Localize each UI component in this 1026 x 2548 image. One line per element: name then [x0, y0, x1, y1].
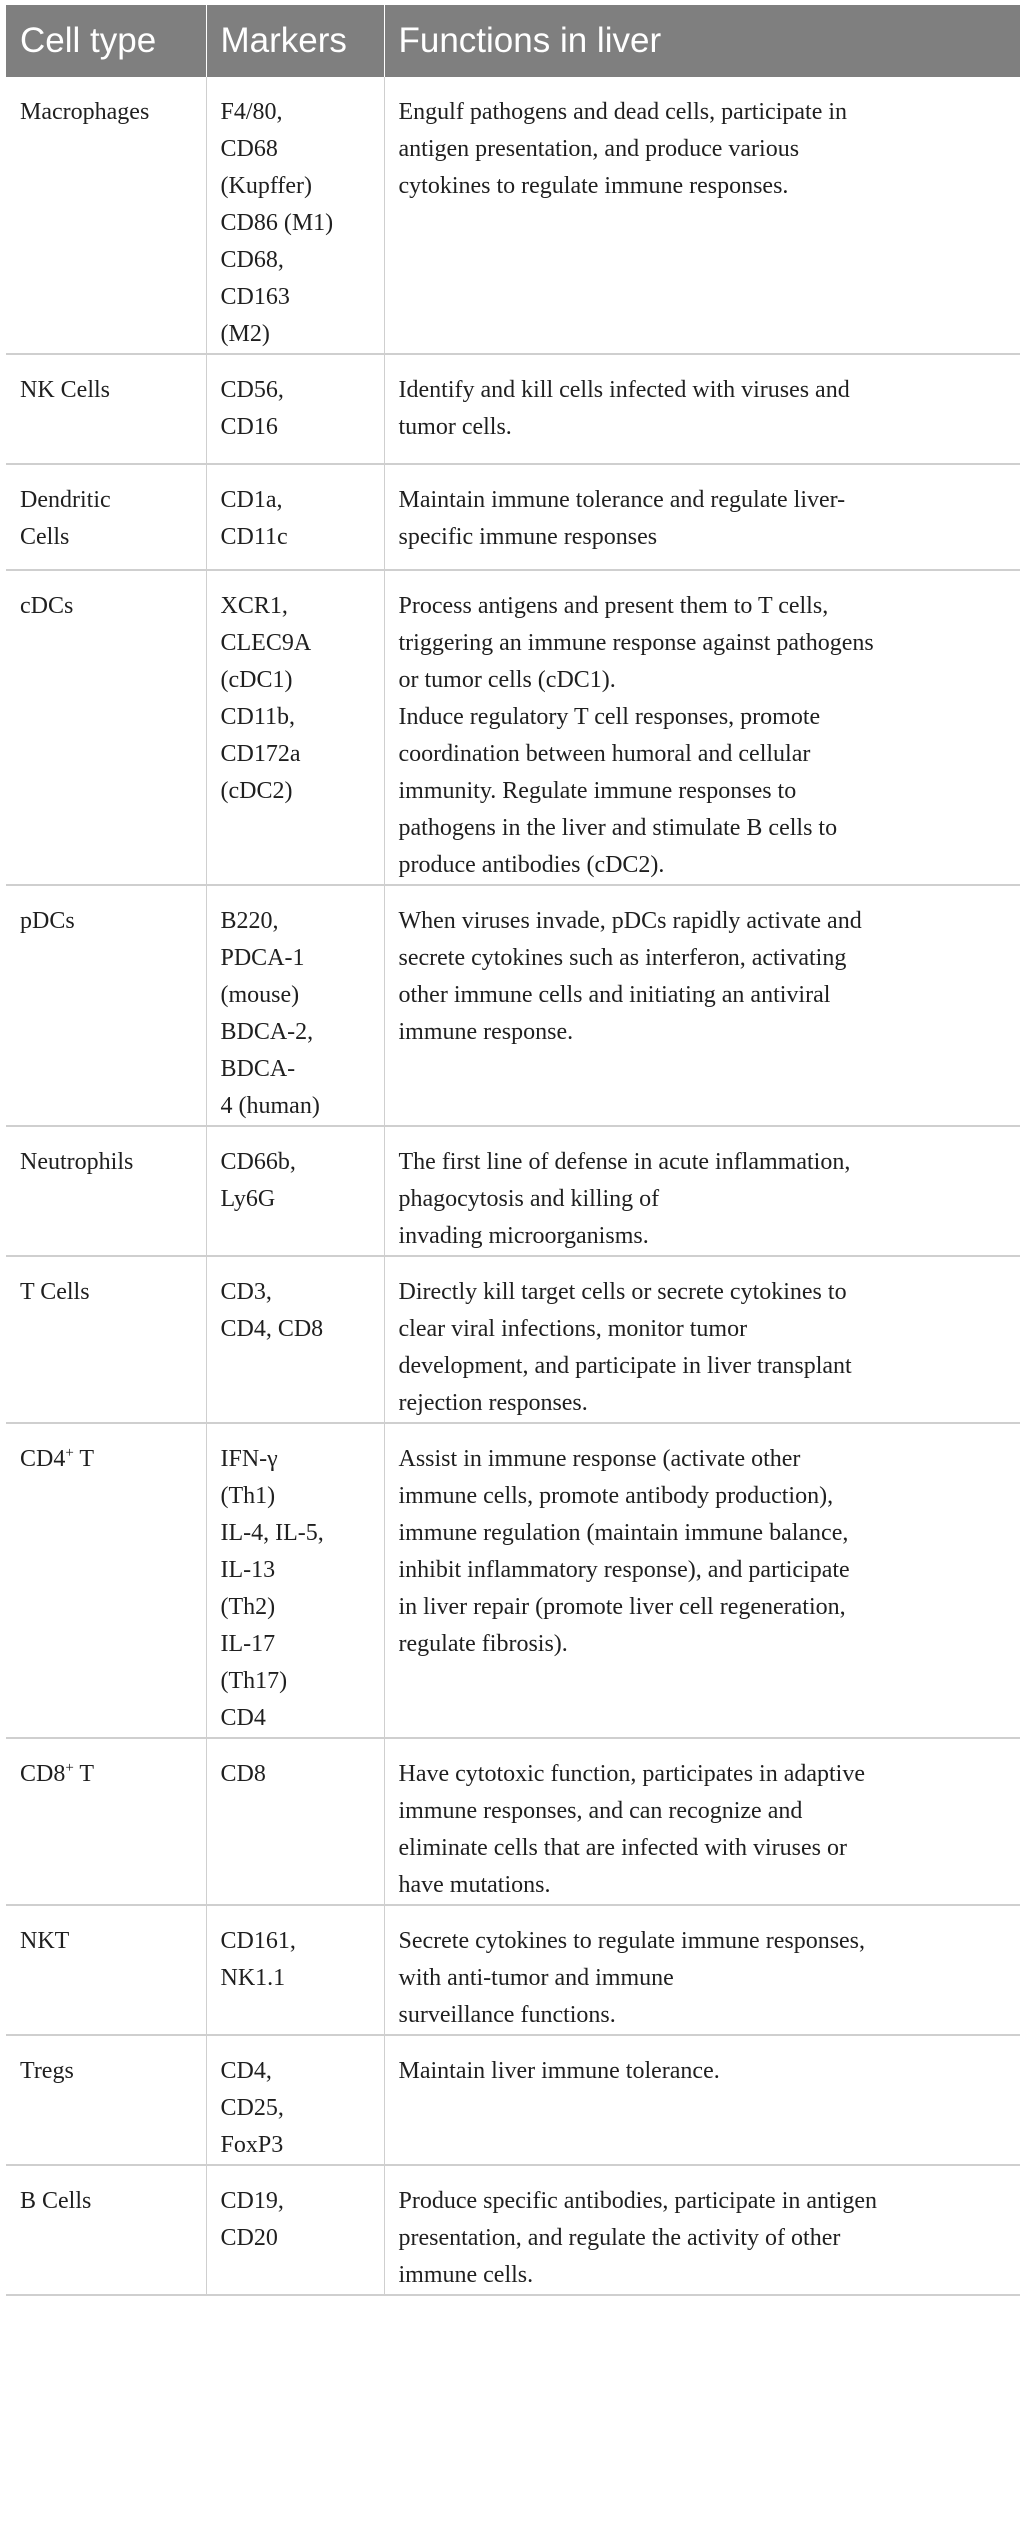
marker-line: CD3, [220, 1279, 272, 1305]
function-line: clear viral infections, monitor tumor [398, 1316, 748, 1342]
table-body [6, 77, 1020, 2295]
table-row [6, 570, 1020, 885]
cell-type-line: Neutrophils [20, 1149, 134, 1175]
function-line: secrete cytokines such as interferon, activating [398, 945, 847, 971]
marker-line: CD68 [220, 136, 278, 162]
cell-type-cell [6, 354, 206, 464]
function-line: presentation, and regulate the activity of other [398, 2225, 841, 2251]
cell-type-line: NK Cells [20, 377, 110, 403]
cell-type-line: Tregs [20, 2058, 74, 2084]
marker-line: BDCA-2, [220, 1019, 314, 1045]
function-line: triggering an immune response against pathogens [398, 630, 874, 656]
table-row [6, 1126, 1020, 1256]
function-line: in liver repair (promote liver cell regeneration, [398, 1594, 846, 1620]
function-line: immunity. Regulate immune responses to [398, 778, 797, 804]
table-row [6, 1905, 1020, 2035]
function-line: tumor cells. [398, 414, 512, 440]
marker-line: CD25, [220, 2095, 284, 2121]
marker-line: PDCA-1 [220, 945, 305, 971]
marker-line: CLEC9A [220, 630, 312, 656]
markers-cell [206, 1256, 384, 1423]
markers-cell [206, 1423, 384, 1738]
markers-cell [206, 570, 384, 885]
marker-line: CD4, [220, 2058, 272, 2084]
markers-cell [206, 1738, 384, 1905]
table-row [6, 464, 1020, 570]
cell-type-suffix: T [73, 1761, 95, 1787]
function-line: rejection responses. [398, 1390, 588, 1416]
function-line: regulate fibrosis). [398, 1631, 568, 1657]
marker-line: CD11c [220, 524, 288, 550]
cell-type-cell [6, 2165, 206, 2295]
header-row [6, 5, 1020, 77]
table-row [6, 2165, 1020, 2295]
table-row [6, 885, 1020, 1126]
function-line: Process antigens and present them to T cells, [398, 593, 829, 619]
cell-type-name: CD4 [20, 1446, 66, 1472]
table-row [6, 1423, 1020, 1738]
table-row [6, 354, 1020, 464]
functions-cell [384, 2165, 1020, 2295]
functions-cell [384, 2035, 1020, 2165]
header-cell-type: Cell type [6, 5, 206, 77]
marker-line: IL-17 [220, 1631, 276, 1657]
cell-type-cell [6, 1738, 206, 1905]
marker-line: CD4 [220, 1705, 266, 1731]
function-line: produce antibodies (cDC2). [398, 852, 665, 878]
function-line: Engulf pathogens and dead cells, participate in [398, 99, 848, 125]
marker-line: 4 (human) [220, 1093, 320, 1119]
superscript-plus: + [65, 1760, 74, 1776]
marker-line: (Th1) [220, 1483, 276, 1509]
markers-cell [206, 354, 384, 464]
cell-type-cell [6, 1423, 206, 1738]
markers-cell [206, 2035, 384, 2165]
function-line: Produce specific antibodies, participate in antigen [398, 2188, 877, 2214]
table-row [6, 77, 1020, 354]
marker-line: NK1.1 [220, 1965, 286, 1991]
marker-line: CD86 (M1) [220, 210, 334, 236]
marker-line: (mouse) [220, 982, 300, 1008]
function-line: antigen presentation, and produce various [398, 136, 800, 162]
table-row [6, 1738, 1020, 1905]
marker-line: (Kupffer) [220, 173, 313, 199]
markers-cell [206, 885, 384, 1126]
immune-cell-table [6, 5, 1020, 2296]
function-line: Maintain immune tolerance and regulate liver- [398, 487, 846, 513]
functions-cell [384, 464, 1020, 570]
cell-type-line: T Cells [20, 1279, 90, 1305]
markers-cell [206, 1905, 384, 2035]
function-line: or tumor cells (cDC1). [398, 667, 616, 693]
marker-line: IFN-γ [220, 1446, 278, 1472]
table-row [6, 2035, 1020, 2165]
functions-cell [384, 1256, 1020, 1423]
marker-line: CD172a [220, 741, 301, 767]
header-markers: Markers [206, 5, 384, 77]
table-header [6, 5, 1020, 77]
cell-type-line: Macrophages [20, 99, 150, 125]
marker-line: (M2) [220, 321, 270, 347]
functions-cell [384, 1738, 1020, 1905]
cell-type-line: Dendritic [20, 487, 111, 513]
function-line: When viruses invade, pDCs rapidly activate and [398, 908, 862, 934]
function-line: development, and participate in liver transplant [398, 1353, 852, 1379]
function-line: immune response. [398, 1019, 574, 1045]
function-line: immune cells, promote antibody production), [398, 1483, 834, 1509]
function-line: have mutations. [398, 1872, 551, 1898]
function-line: with anti-tumor and immune [398, 1965, 674, 1991]
functions-cell [384, 885, 1020, 1126]
table-row [6, 1256, 1020, 1423]
cell-type-cell [6, 1126, 206, 1256]
functions-cell [384, 77, 1020, 354]
marker-line: B220, [220, 908, 279, 934]
marker-line: CD11b, [220, 704, 295, 730]
marker-line: F4/80, [220, 99, 283, 125]
marker-line: CD19, [220, 2188, 284, 2214]
function-line: Assist in immune response (activate other [398, 1446, 801, 1472]
cell-type-line: cDCs [20, 593, 74, 619]
function-line: Directly kill target cells or secrete cytokines to [398, 1279, 847, 1305]
marker-line: (cDC1) [220, 667, 293, 693]
cell-type-line: NKT [20, 1928, 70, 1954]
function-line: Maintain liver immune tolerance. [398, 2058, 720, 2084]
function-line: Induce regulatory T cell responses, promote [398, 704, 821, 730]
marker-line: CD16 [220, 414, 278, 440]
cell-type-suffix: T [73, 1446, 95, 1472]
marker-line: CD163 [220, 284, 290, 310]
function-line: eliminate cells that are infected with viruses or [398, 1835, 847, 1861]
function-line: coordination between humoral and cellular [398, 741, 811, 767]
function-line: immune regulation (maintain immune balance, [398, 1520, 849, 1546]
cell-type-name: CD8 [20, 1761, 66, 1787]
marker-line: CD1a, [220, 487, 283, 513]
cell-type-line: B Cells [20, 2188, 92, 2214]
marker-line: (Th17) [220, 1668, 288, 1694]
marker-line: XCR1, [220, 593, 288, 619]
functions-cell [384, 354, 1020, 464]
markers-cell [206, 77, 384, 354]
cell-type-cell [6, 570, 206, 885]
marker-line: BDCA- [220, 1056, 296, 1082]
functions-cell [384, 1126, 1020, 1256]
marker-line: Ly6G [220, 1186, 276, 1212]
cell-type-line: Cells [20, 524, 70, 550]
function-line: specific immune responses [398, 524, 658, 550]
cell-type-cell [6, 885, 206, 1126]
cell-type-cell [6, 1905, 206, 2035]
functions-cell [384, 1905, 1020, 2035]
markers-cell [206, 2165, 384, 2295]
marker-line: CD20 [220, 2225, 278, 2251]
function-line: inhibit inflammatory response), and participate [398, 1557, 850, 1583]
marker-line: CD66b, [220, 1149, 296, 1175]
header-functions: Functions in liver [384, 5, 1020, 77]
markers-cell [206, 1126, 384, 1256]
marker-line: CD4, CD8 [220, 1316, 324, 1342]
function-line: Secrete cytokines to regulate immune responses, [398, 1928, 866, 1954]
marker-line: CD68, [220, 247, 284, 273]
marker-line: CD8 [220, 1761, 266, 1787]
function-line: The first line of defense in acute inflammation, [398, 1149, 851, 1175]
function-line: immune responses, and can recognize and [398, 1798, 803, 1824]
function-line: immune cells. [398, 2262, 534, 2288]
function-line: pathogens in the liver and stimulate B cells to [398, 815, 838, 841]
functions-cell [384, 570, 1020, 885]
functions-cell [384, 1423, 1020, 1738]
function-line: invading microorganisms. [398, 1223, 649, 1249]
function-line: Identify and kill cells infected with viruses and [398, 377, 850, 403]
markers-cell [206, 464, 384, 570]
marker-line: CD56, [220, 377, 284, 403]
marker-line: IL-13 [220, 1557, 276, 1583]
function-line: cytokines to regulate immune responses. [398, 173, 789, 199]
function-line: Have cytotoxic function, participates in adaptive [398, 1761, 865, 1787]
function-line: other immune cells and initiating an antiviral [398, 982, 831, 1008]
cell-type-cell [6, 2035, 206, 2165]
function-line: surveillance functions. [398, 2002, 616, 2028]
cell-type-cell [6, 77, 206, 354]
superscript-plus: + [65, 1445, 74, 1461]
marker-line: CD161, [220, 1928, 296, 1954]
marker-line: (cDC2) [220, 778, 293, 804]
marker-line: IL-4, IL-5, [220, 1520, 324, 1546]
marker-line: FoxP3 [220, 2132, 284, 2158]
cell-type-line: pDCs [20, 908, 75, 934]
function-line: phagocytosis and killing of [398, 1186, 660, 1212]
cell-type-cell [6, 464, 206, 570]
marker-line: (Th2) [220, 1594, 276, 1620]
cell-type-cell [6, 1256, 206, 1423]
